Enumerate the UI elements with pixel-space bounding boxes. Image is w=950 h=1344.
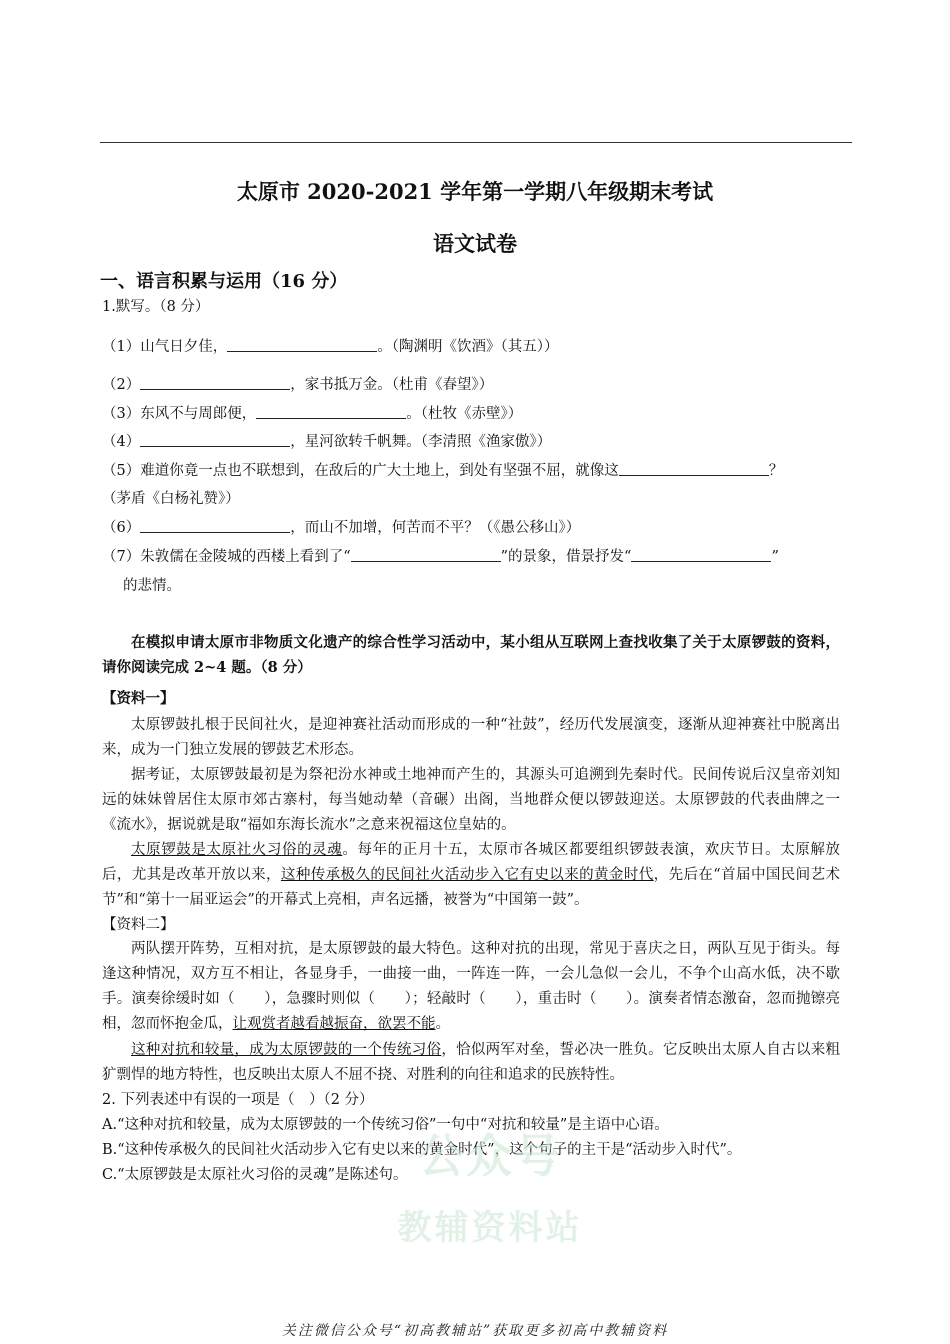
q1-item-7-cont: 的悲情。 (123, 578, 181, 594)
answer-blank[interactable] (256, 403, 406, 419)
q1-item-1: （1）山气日夕佳， 。（陶渊明《饮酒》（其五）） (102, 336, 558, 358)
reading-intro: 在模拟申请太原市非物质文化遗产的综合性学习活动中，某小组从互联网上查找收集了关于太原锣鼓的资料，请你阅读完成 2~4 题。（8 分） (102, 634, 840, 676)
material-1-para-2: 据考证，太原锣鼓最初是为祭祀汾水神或土地神而产生的，其源头可追溯到先秦时代。民间传说后汉皇帝刘知远的妹妹曾居住太原市郊古寨村，每当她动辇（音碾）出阁，当地群众便以锣鼓迎送。太原锣鼓的代表曲牌之一《流水》，据说就是取“福如东海长流水”之意来祝福这位皇姑的。 (102, 767, 840, 833)
page-title: 太原市 2020-2021 学年第一学期八年级期末考试 (236, 179, 714, 204)
footer-note: 关注微信公众号“初高教辅站”获取更多初高中教辅资料 (281, 1323, 669, 1339)
underlined-sentence: 这种传承极久的民间社火活动步入它有史以来的黄金时代 (280, 867, 654, 883)
question-1: 1.默写。（8 分） (102, 299, 210, 315)
watermark: 公众号 教辅资料站 (397, 1129, 583, 1248)
option-c[interactable]: C.“太原锣鼓是太原社火习俗的灵魂”是陈述句。 (102, 1167, 408, 1183)
option-b[interactable]: B.“这种传承极久的民间社火活动步入它有史以来的黄金时代”，这个句子的主干是“活动步入时代”。 (102, 1142, 742, 1158)
question-2-stem: 2. 下列表述中有误的一项是（ ）（2 分） (102, 1092, 374, 1108)
q1-item-4: （4） ，星河欲转千帆舞。（李清照《渔家傲》） (102, 431, 551, 453)
underlined-sentence: 让观赏者越看越振奋，欲罢不能 (232, 1016, 436, 1032)
q1-item-2: （2） ，家书抵万金。（杜甫《春望》） (102, 374, 493, 396)
page-subtitle: 语文试卷 (433, 231, 517, 256)
answer-blank[interactable] (619, 460, 769, 476)
option-a[interactable]: A.“这种对抗和较量，成为太原锣鼓的一个传统习俗”一句中“对抗和较量”是主语中心语。 (102, 1117, 669, 1133)
top-rule (100, 142, 852, 143)
q1-item-5: （5）难道你竟一点也不联想到，在敌后的广大土地上，到处有坚强不屈，就像这 ？ (102, 460, 783, 482)
material-2-para-2: 这种对抗和较量，成为太原锣鼓的一个传统习俗，恰似两军对垒，誓必决一胜负。它反映出太原人自古以来粗犷剽悍的地方特性，也反映出太原人不屈不挠、对胜利的向往和追求的民族特性。 (102, 1042, 841, 1083)
answer-blank[interactable] (140, 431, 290, 447)
section-heading: 一、语言积累与运用（16 分） (100, 271, 348, 292)
answer-blank[interactable] (351, 546, 501, 562)
answer-blank[interactable] (140, 374, 290, 390)
q1-item-6: （6） ，而山不加增，何苦而不平？（《愚公移山》） (102, 517, 580, 539)
material-1-tag: 【资料一】 (102, 690, 175, 707)
q1-item-3: （3）东风不与周郎便， 。（杜牧《赤壁》） (102, 403, 522, 425)
material-1-para-3: 太原锣鼓是太原社火习俗的灵魂。每年的正月十五，太原市各城区都要组织锣鼓表演，欢庆节日。太原解放后，尤其是改革开放以来，这种传承极久的民间社火活动步入它有史以来的黄金时代，先后在“首届中国民间艺术节”和“第十一届亚运会”的开幕式上亮相，声名远播，被誉为“中国第一鼓”。 (102, 842, 841, 908)
answer-blank[interactable] (227, 336, 377, 352)
q1-item-5-source: （茅盾《白杨礼赞》） (102, 491, 240, 507)
material-2-para-1: 两队摆开阵势，互相对抗，是太原锣鼓的最大特色。这种对抗的出现，常见于喜庆之日，两队互见于街头。每逢这种情况，双方互不相让，各显身手，一曲接一曲，一阵连一阵，一会儿急似一会儿，不争个山高水低，决不歇手。演奏徐缓时如（ ），急骤时则似（ ）；轻敲时（ ），重击时（ ）。演奏者情态激奋，忽而抛镲亮相，忽而怀抱金瓜，让观赏者越看越振奋，欲罢不能。 (102, 941, 840, 1032)
answer-blank[interactable] (140, 517, 290, 533)
underlined-sentence: 这种对抗和较量，成为太原锣鼓的一个传统习俗 (131, 1042, 442, 1058)
underlined-sentence: 太原锣鼓是太原社火习俗的灵魂 (131, 842, 343, 858)
answer-blank[interactable] (631, 546, 771, 562)
material-1-para-1: 太原锣鼓扎根于民间社火，是迎神赛社活动而形成的一种“社鼓”，经历代发展演变，逐渐从迎神赛社中脱离出来，成为一门独立发展的锣鼓艺术形态。 (102, 717, 840, 758)
q1-item-7: （7）朱敦儒在金陵城的西楼上看到了“ ”的景象，借景抒发“ ” (102, 546, 779, 568)
material-2-tag: 【资料二】 (102, 917, 175, 933)
